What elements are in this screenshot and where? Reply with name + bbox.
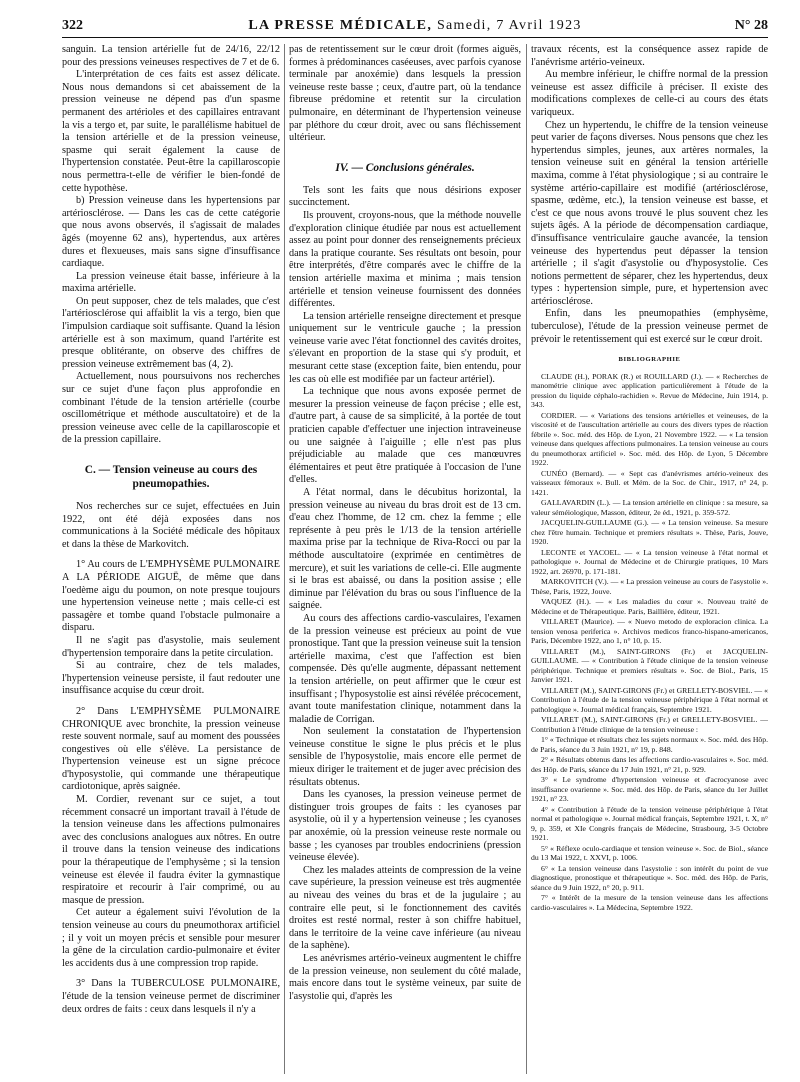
paragraph: Au cours des affections cardio-vasculaires, l'examen de la pression veineuse est précieux au point de vue pronostique. Tant que la pression veineuse suit la tension artérielle maxima, c'est que l'affection est bien compensée. Dès qu'elle augmente, dépassant nettement la tension artérielle, on peut affirmer que le cœur est insuffisant ; l'hyposystolie est ainsi révélée précocement, avant toute manifestation clinique, notamment dans la maladie de Corrigan. bbox=[289, 612, 521, 725]
paragraph: Si au contraire, chez de tels malades, l'hypertension veineuse persiste, il faut redouter une insuffisance acquise du cœur droit. bbox=[62, 660, 280, 697]
paragraph: b) Pression veineuse dans les hypertensions par artériosclérose. — Dans les cas de cette catégorie que nous avons observés, il s'agissait de malades âgés (moyenne 62 ans), hypertendus, aux artères dures et flexueuses, mais sans signe d'insuffisance cardiaque. bbox=[62, 195, 280, 270]
paragraph: Cet auteur a également suivi l'évolution de la tension veineuse au cours du pneumothorax artificiel ; il y voit un moyen précis et sensible pour mesurer la gêne de la circulation cardio-pulmonaire et éviter les accidents dus à une compression trop rapide. bbox=[62, 907, 280, 969]
reference-item: VILLARET (Maurice). — « Nuevo metodo de exploracion clinica. La tension venosa periferica ». Archivos medicos franco-hispano-americanos, Paris, Décembre 1922, ano 1, n° 10, p. 15. bbox=[531, 617, 768, 646]
reference-item: GALLAVARDIN (L.). — La tension artérielle en clinique : sa mesure, sa valeur séméiologique, Masson, éditeur, 2e éd., 1921, p. 359-572. bbox=[531, 498, 768, 517]
paragraph: Au membre inférieur, le chiffre normal de la pression veineuse est assez difficile à préciser. Il existe des modifications complexes de celle-ci au cours des états variqueux. bbox=[531, 69, 768, 118]
reference-item: 6° « La tension veineuse dans l'asystolie : son intérêt du point de vue diagnostique, pronostique et thérapeutique ». Soc. méd. des Hôp. de Paris, séance du 9 Juin 1922, n° 20, p. 911. bbox=[531, 863, 768, 892]
paragraph: 2° Dans L'EMPHYSÈME PULMONAIRE CHRONIQUE avec bronchite, la pression veineuse reste souvent normale, sauf au moment des poussées congestives où elle s'élève. La persistance de l'hypertension veineuse est un signe précoce d'hyposystolie, qui commande une thérapeutique cardiotonique, après saignée. bbox=[62, 705, 280, 793]
journal-name: LA PRESSE MÉDICALE, bbox=[248, 18, 433, 33]
page-header bbox=[62, 14, 768, 38]
paragraph: On peut supposer, chez de tels malades, que c'est l'artériosclérose qui affaiblit la vis a tergo, bien que l'impulsion cardiaque soit suffisante. Quand la lésion artérielle est à son maximum, quand l'artérite est presque oblitérante, on observe des chiffres de pression veineuse extrêmement bas (4, 2). bbox=[62, 295, 280, 370]
reference-item: 5° « Réflexe oculo-cardiaque et tension veineuse ». Soc. de Biol., séance du 13 Mai 1922, t. XXVI, p. 1006. bbox=[531, 843, 768, 863]
bibliography-heading: BIBLIOGRAPHIE bbox=[618, 356, 681, 364]
page-number: 322 bbox=[62, 18, 83, 33]
paragraph: Dans les cyanoses, la pression veineuse permet de distinguer trois groupes de faits : les cyanoses par asystolie, où il y a hypertension veineuse ; les cyanoses par anoxémie, où la pression veineuse reste normale ou basse ; les cyanoses par troubles endocriniens (pression veineuse élevée). bbox=[289, 789, 521, 864]
reference-item: VILLARET (M.), SAINT-GIRONS (Fr.) et GRELLETY-BOSVIEL. — Contribution à l'étude clinique de la tension veineuse : bbox=[531, 715, 768, 734]
reference-item: CLAUDE (H.), PORAK (R.) et ROUILLARD (J.). — « Recherches de manométrie clinique avec application particulièrement à l'étude de la pression du liquide céphalo-rachidien ». Revue de Médecine, Juin 1914, p. 343. bbox=[531, 371, 768, 410]
journal-title bbox=[62, 18, 768, 34]
paragraph: Non seulement la constatation de l'hypertension veineuse constitue le signe le plus précis et le plus sensible de l'hyposystolie, mais encore elle permet de mieux diriger le traitement et de juger avec précision des résultats obtenus. bbox=[289, 726, 521, 788]
column-left bbox=[62, 44, 280, 1076]
column-middle bbox=[289, 44, 521, 1076]
paragraph: La pression veineuse était basse, inférieure à la maxima artérielle. bbox=[62, 270, 280, 295]
paragraph: 1° Au cours de L'EMPHYSÈME PULMONAIRE A LA PÉRIODE AIGUË, de même que dans l'oedème aigu du poumon, on note presque toujours une hypertension veineuse nette ; mais celle-ci est passagère et tombe quand l'obstacle pulmonaire a disparu. bbox=[62, 559, 280, 634]
paragraph: La tension artérielle renseigne directement et presque uniquement sur le ventricule gauche ; la pression veineuse varie avec l'état fonctionnel des cavités droites, s'élevant en proportion de la stase qui s'y produit, et mesurant cette stase (exception faite, bien entendu, pour les cas où elle est modifiée par un facteur artériel). bbox=[289, 310, 521, 385]
column-divider bbox=[526, 44, 527, 1074]
reference-item: VILLARET (M.), SAINT-GIRONS (Fr.) et GRELLETY-BOSVIEL. — « Contribution à l'étude de la tension veineuse périphérique à l'état normal et pathologique ». Journal médical français, Septembre 1921. bbox=[531, 685, 768, 714]
reference-item: CORDIER. — « Variations des tensions artérielles et veineuses, de la viscosité et de l'auscultation artérielle au cours des divers types de réaction fébrile ». Soc. méd. des Hôp. de Lyon, 21 Novembre 1922. — « La tension veineuse dans quelques affections pulmonaires. La tension veineuse au cours du pneumothorax artificiel ». Soc. méd. des Hôp. de Lyon, 5 Décembre 1922. bbox=[531, 410, 768, 468]
paragraph: Enfin, dans les pneumopathies (emphysème, tuberculose), l'étude de la pression veineuse permet de prévoir le retentissement qui est exercé sur le cœur droit. bbox=[531, 308, 768, 345]
paragraph: Actuellement, nous poursuivons nos recherches sur ce sujet d'une façon plus approfondie en combinant l'étude de la tension artérielle (courbe oscillométrique et méthode auscultatoire) et de la pression veineuse avec celle de la capillaroscopie et de la pression capillaire. bbox=[62, 371, 280, 446]
paragraph: pas de retentissement sur le cœur droit (formes aiguës, formes à prédominances caséeuses, avec parfois cyanose terminale par anoxémie) dans lesquels la pression veineuse reste basse ; ceux, d'autre part, où la tendance fibreuse prédomine et retentit sur la circulation pulmonaire, en déterminant de l'hypertension veineuse par pléthore du cœur droit, avec ou sans fléchissement ultérieur. bbox=[289, 44, 521, 144]
paragraph: Chez les malades atteints de compression de la veine cave supérieure, la pression veineuse est très augmentée au niveau des veines du bras et de la jugulaire ; au contraire elle peut, si le fonctionnement des cavités droites est resté normal, rester à son chiffre habituel, dans le territoire de la veine cave inférieure (au niveau de la saphène). bbox=[289, 864, 521, 952]
reference-item: 4° « Contribution à l'étude de la tension veineuse périphérique à l'état normal et pathologique ». Journal médical français, Septembre 1921, t. X, n° 9, p. 359, et XIe Congrès français de Médecine, Strasbourg, 3-5 Octobre 1921. bbox=[531, 804, 768, 843]
issue-date: Samedi, 7 Avril 1923 bbox=[436, 18, 582, 33]
reference-item: 7° « Intérêt de la mesure de la tension veineuse dans les affections cardio-vasculaires ». La Médecina, Septembre 1922. bbox=[531, 893, 768, 912]
paragraph: Nos recherches sur ce sujet, effectuées en Juin 1922, ont été déjà exposées dans nos communications à la Société médicale des hôpitaux et dans la thèse de Markovitch. bbox=[62, 501, 280, 550]
paragraph: L'interprétation de ces faits est assez délicate. Nous nous demandons si cet abaissement de la pression veineuse ne dépend pas d'un spasme permanent des artérioles et des capillaires entravant la vis a tergo et, par suite, le parallélisme habituel de la tension artérielle et de la pression veineuse, spasme qui serait également la cause de l'hypertension constatée. Peut-être la capillaroscopie nous permettra-t-elle de vérifier le bien-fondé de cette hypothèse. bbox=[62, 69, 280, 194]
paragraph: Ils prouvent, croyons-nous, que la méthode nouvelle d'exploration clinique étudiée par nous est actuellement assez au point pour donner des renseignements précieux dans la pratique courante. Ses résultats ont besoin, pour être interprétés, d'être comparés avec le chiffre de la tension artérielle maxima et minima ; mais tension artérielle et tension veineuse fournissent des données différentes. bbox=[289, 209, 521, 310]
paragraph: sanguin. La tension artérielle fut de 24/16, 22/12 pour des pressions veineuses respectives de 7 et de 6. bbox=[62, 44, 280, 68]
paragraph: Chez un hypertendu, le chiffre de la tension veineuse peut varier de façons diverses. Nous pensons que chez les hypertendus simples, jeunes, aux artères normales, la tension veineuse suit en général la tension artérielle maxima, comme à l'état physiologique ; si au contraire le système artério-capillaire est modifié (artériosclérose, spasme, œdème, etc.), la tension veineuse est basse, et c'est ce que nous avons trouvé le plus souvent chez les sujets âgés. A la période de décompensation cardiaque, d'insuffisance ventriculaire gauche avancée, la tension veineuse des hypertendus peut dépasser la tension artérielle ; il s'agit d'asystolie ou d'hyposystolie. Ces notions permettent de séparer, chez les hypertendus, deux types : hypertension simple, pure, et hypertension avec artériosclérose. bbox=[531, 119, 768, 307]
reference-item: VILLARET (M.), SAINT-GIRONS (Fr.) et JACQUELIN-GUILLAUME. — « Contribution à l'étude clinique de la tension veineuse périphérique. Technique et premiers résultats ». Soc. de Biol., Paris, 15 Janvier 1921. bbox=[531, 646, 768, 685]
section-heading: C. — Tension veineuse au cours des pneumopathies. bbox=[84, 464, 258, 490]
paragraph: La technique que nous avons exposée permet de mesurer la pression veineuse de façon précise ; elle est, d'autre part, à cause de sa simplicité, à la portée de tout praticien capable d'effectuer une injection intraveineuse ou une saignée à l'aiguille ; elle n'est pas plus préjudiciable au malade que ces manœuvres élémentaires et peut être pratiquée à l'occasion de l'une d'elles. bbox=[289, 386, 521, 486]
reference-item: MARKOVITCH (V.). — « La pression veineuse au cours de l'asystolie ». Thèse, Paris, 1922, Jouve. bbox=[531, 577, 768, 596]
issue-number: N° 28 bbox=[734, 18, 768, 33]
paragraph: 3° Dans la TUBERCULOSE PULMONAIRE, l'étude de la tension veineuse permet de discriminer deux ordres de faits : ceux dans lesquels il n'y a bbox=[62, 978, 280, 1015]
reference-item: JACQUELIN-GUILLAUME (G.). — « La tension veineuse. Sa mesure chez l'être humain. Technique et premiers résultats ». Thèse, Paris, Jouve, 1920. bbox=[531, 518, 768, 547]
column-divider bbox=[284, 44, 285, 1074]
reference-item: VAQUEZ (H.). — « Les maladies du cœur ». Nouveau traité de Médecine et de Thérapeutique. Paris, Baillière, éditeur, 1921. bbox=[531, 597, 768, 616]
paragraph: M. Cordier, revenant sur ce sujet, a tout récemment consacré un important travail à l'étude de la tension veineuse dans les affections pulmonaires avec des conclusions analogues aux nôtres. En outre il trouve dans la tension veineuse des indications pour la thérapeutique de l'emphysème ; si la tension veineuse est élevée il faudra éviter la gymnastique respiratoire et recourir à l'air comprimé, ou au masque de pression. bbox=[62, 794, 280, 906]
paragraph: A l'état normal, dans le décubitus horizontal, la pression veineuse au niveau du bras droit est de 13 cm. d'eau chez l'homme, de 12 cm. chez la femme ; elle représente à peu près le 1/13 de la tension artérielle maxima prise par la technique de Riva-Rocci ou par la méthode auscultatoire (exprimée en centimètres de mercure), et suit les variations de celle-ci. Elle augmente si le bras est abaissé, ou dans la position assise ; elle diminue par l'élévation du bras ou sous l'influence de la saignée. bbox=[289, 487, 521, 612]
paragraph: Tels sont les faits que nous désirions exposer succinctement. bbox=[289, 184, 521, 209]
reference-item: LECONTE et YACOEL. — « La tension veineuse à l'état normal et pathologique ». Journal de Médecine et de Chirurgie pratiques, 10 Mars 1922, art. 26970, p. 171-181. bbox=[531, 547, 768, 576]
paragraph: Il ne s'agit pas d'asystolie, mais seulement d'hypertension temporaire dans la petite circulation. bbox=[62, 634, 280, 659]
reference-item: 3° « Le syndrome d'hypertension veineuse et d'acrocyanose avec insuffisance ovarienne ». Soc. méd. des Hôp. de Paris, séance du 1er Juillet 1921, n° 23. bbox=[531, 775, 768, 804]
paragraph: Les anévrismes artério-veineux augmentent le chiffre de la pression veineuse, non seulement du côté malade, mais encore dans tout le système veineux, par suite de l'asystolie qui, d'après les bbox=[289, 952, 521, 1002]
reference-item: CUNÉO (Bernard). — « Sept cas d'anévrismes artério-veineux des vaisseaux fémoraux ». Bull. et Mém. de la Soc. de Chir., 1917, n° 24, p. 1421. bbox=[531, 468, 768, 497]
column-right bbox=[531, 44, 768, 1076]
reference-item: 2° « Résultats obtenus dans les affections cardio-vasculaires ». Soc. méd. des Hôp. de Paris, séance du 17 Juin 1921, n° 21, p. 929. bbox=[531, 755, 768, 774]
section-heading: IV. — Conclusions générales. bbox=[335, 161, 475, 174]
reference-item: 1° « Technique et résultats chez les sujets normaux ». Soc. méd. des Hôp. de Paris, séance du 3 Juin 1921, n° 19, p. 848. bbox=[531, 735, 768, 754]
paragraph: travaux récents, est la conséquence assez rapide de l'anévrisme artério-veineux. bbox=[531, 44, 768, 68]
